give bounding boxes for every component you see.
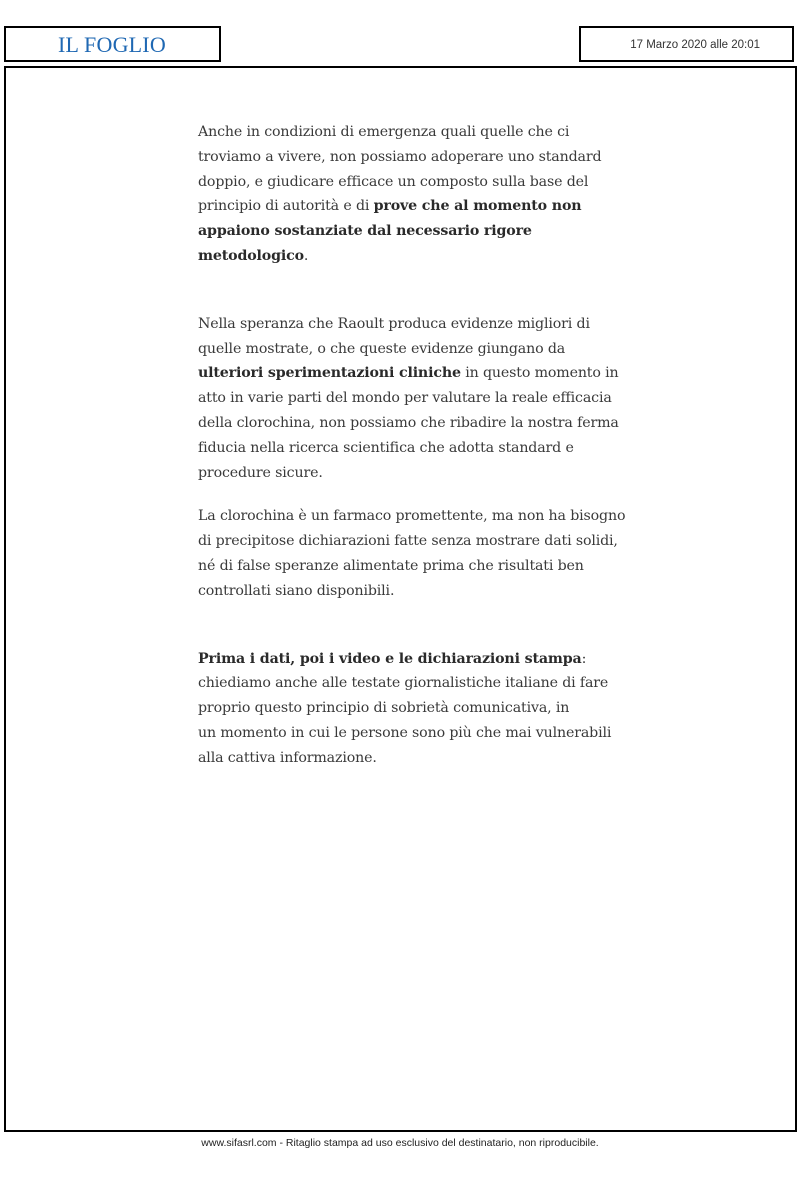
text-line (198, 386, 618, 411)
clipping-frame (4, 66, 797, 1132)
text-line (198, 579, 618, 604)
body-text: in questo momento in (460, 365, 619, 382)
body-text: un momento in cui le persone sono più che mai vulnerabili (198, 724, 612, 741)
body-text: controllati siano disponibili. (198, 582, 395, 599)
bold-text: Prima i dati, poi i video e le dichiarazioni stampa (198, 650, 582, 667)
text-line (198, 436, 618, 461)
article-paragraph (198, 504, 626, 603)
body-text: procedure sicure. (198, 464, 323, 481)
body-text: fiducia nella ricerca scientifica che adotta standard e (198, 439, 574, 456)
article-body (198, 120, 626, 771)
text-line (198, 647, 618, 672)
text-line (198, 194, 618, 219)
body-text: quelle mostrate, o che queste evidenze giungano da (198, 340, 566, 357)
body-text: . (303, 247, 309, 264)
body-text: doppio, e giudicare efficace un composto sulla base del (198, 173, 589, 190)
article-paragraph (198, 120, 618, 269)
text-line (198, 696, 618, 721)
body-text: troviamo a vivere, non possiamo adoperare uno standard (198, 148, 602, 165)
date-box (579, 26, 794, 62)
text-line (198, 219, 618, 244)
article-paragraph (198, 312, 618, 486)
body-text: chiediamo anche alle testate giornalistiche italiane di fare (198, 675, 609, 692)
text-line (198, 170, 618, 195)
text-line (198, 554, 618, 579)
text-line (198, 504, 626, 529)
text-line (198, 671, 618, 696)
text-line (198, 337, 618, 362)
newspaper-masthead: IL FOGLIO (58, 32, 166, 57)
bold-text: metodologico (198, 247, 304, 264)
text-line (198, 746, 618, 771)
body-text: atto in varie parti del mondo per valutare la reale efficacia (198, 390, 612, 407)
publication-date: 17 Marzo 2020 alle 20:01 (630, 39, 760, 51)
body-text: alla cattiva informazione. (198, 749, 377, 766)
body-text: Nella speranza che Raoult produca evidenze migliori di (198, 315, 590, 332)
text-line (198, 145, 618, 170)
body-text: né di false speranze alimentate prima che risultati ben (198, 557, 584, 574)
text-line (198, 361, 618, 386)
footer-disclaimer: www.sifasrl.com - Ritaglio stampa ad uso esclusivo del destinatario, non riproducibile. (201, 1137, 599, 1149)
text-line (198, 461, 618, 486)
masthead-box (4, 26, 221, 62)
bold-text: ulteriori sperimentazioni cliniche (198, 365, 461, 382)
text-line (198, 312, 618, 337)
text-line (198, 411, 618, 436)
body-text: della clorochina, non possiamo che ribadire la nostra ferma (198, 414, 619, 431)
body-text: : (581, 650, 587, 667)
body-text: di precipitose dichiarazioni fatte senza mostrare dati solidi, (198, 533, 618, 550)
body-text: La clorochina è un farmaco promettente, ma non ha bisogno (198, 508, 626, 525)
bold-text: appaiono sostanziate dal necessario rigore (198, 223, 532, 240)
article-paragraph (198, 647, 618, 771)
text-line (198, 721, 618, 746)
body-text: proprio questo principio di sobrietà comunicativa, in (198, 700, 570, 717)
text-line (198, 244, 618, 269)
body-text: Anche in condizioni di emergenza quali quelle che ci (198, 124, 570, 140)
text-line (198, 529, 618, 554)
bold-text: prove che al momento non (373, 198, 582, 215)
text-line (198, 120, 618, 145)
body-text: principio di autorità e di (198, 198, 374, 215)
